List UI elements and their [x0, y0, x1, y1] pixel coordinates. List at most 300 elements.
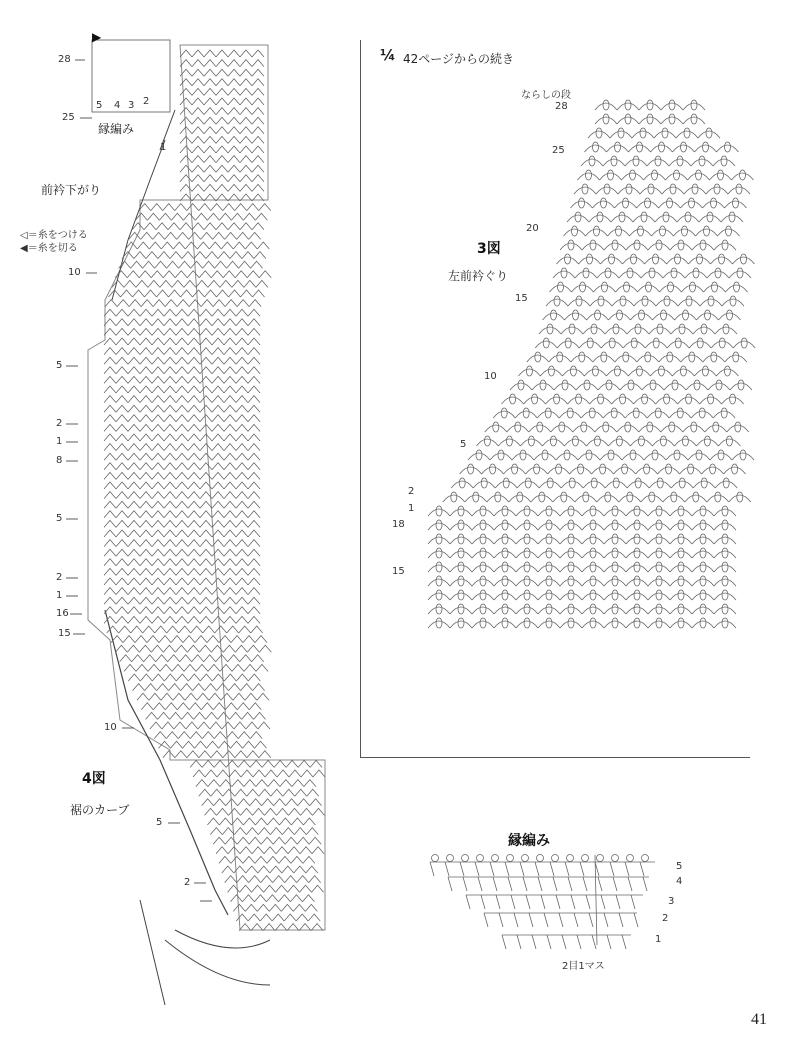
- stitch-mark: [248, 424, 260, 431]
- stitch-mark: [236, 482, 248, 489]
- stitch-mark: [176, 607, 188, 614]
- stitch-mark: [158, 712, 170, 719]
- stitch-mark: [104, 492, 116, 499]
- stitch-mark: [152, 472, 164, 479]
- stitch-mark: [251, 626, 263, 633]
- stitch-mark: [128, 482, 140, 489]
- stitch-mark: [192, 50, 204, 57]
- stitch-mark: [152, 348, 164, 355]
- stitch-mark: [246, 828, 258, 835]
- stitch-mark: [172, 280, 184, 287]
- stitch-mark: [152, 616, 164, 623]
- stitch-mark: [313, 770, 325, 777]
- edging-col-3: 3: [128, 100, 135, 111]
- stitch-mark: [176, 482, 188, 489]
- stitch-mark: [241, 808, 253, 815]
- stitch-mark: [176, 405, 188, 412]
- stitch-mark: [236, 568, 248, 575]
- stitch-mark: [298, 799, 310, 806]
- stitch-mark: [176, 511, 188, 518]
- stitch-mark: [164, 319, 176, 326]
- stitch-mark: [224, 376, 236, 383]
- stitch-mark: [303, 818, 315, 825]
- stitch-mark: [156, 655, 168, 662]
- stitch-mark: [244, 780, 256, 787]
- stitch-mark: [116, 530, 128, 537]
- row-marker: 2: [56, 418, 63, 429]
- stitch-mark: [478, 877, 482, 891]
- stitch-mark: [140, 376, 152, 383]
- stitch-mark: [128, 520, 140, 527]
- stitch-mark: [616, 895, 620, 909]
- stitch-mark: [176, 568, 188, 575]
- stitch-mark: [163, 271, 175, 278]
- stitch-mark: [224, 386, 236, 393]
- stitch-mark: [236, 616, 248, 623]
- stitch-mark: [310, 799, 322, 806]
- stitch-mark: [248, 914, 260, 921]
- stitch-mark: [116, 559, 128, 566]
- stitch-mark: [262, 799, 274, 806]
- stitch-mark: [499, 913, 503, 927]
- stitch-mark: [224, 424, 236, 431]
- stitch-mark: [128, 568, 140, 575]
- stitch-mark: [153, 703, 165, 710]
- stitch-mark: [204, 98, 216, 105]
- stitch-mark: [116, 309, 128, 316]
- stitch-mark: [243, 741, 255, 748]
- stitch-mark: [212, 434, 224, 441]
- stitch-mark: [136, 664, 148, 671]
- stitch-mark: [538, 877, 542, 891]
- stitch-mark: [232, 280, 244, 287]
- stitch-mark: [273, 876, 285, 883]
- row-marker: 1: [56, 590, 63, 601]
- stitch-mark: [176, 530, 188, 537]
- stitch-mark: [180, 117, 192, 124]
- stitch-mark: [167, 261, 179, 268]
- stitch-mark: [192, 127, 204, 134]
- stitch-mark: [582, 855, 589, 862]
- stitch-mark: [237, 300, 249, 307]
- stitch-mark: [209, 242, 221, 249]
- stitch-mark: [204, 223, 216, 230]
- stitch-mark: [116, 357, 128, 364]
- stitch-mark: [257, 693, 269, 700]
- stitch-mark: [279, 818, 291, 825]
- stitch-mark: [212, 482, 224, 489]
- stitch-mark: [192, 175, 204, 182]
- legend-cut-yarn: ◀＝糸を切る: [20, 243, 78, 254]
- stitch-mark: [127, 271, 139, 278]
- stitch-mark: [116, 405, 128, 412]
- stitch-mark: [192, 156, 204, 163]
- stitch-mark: [289, 770, 301, 777]
- row-marker: 5: [460, 439, 467, 450]
- stitch-mark: [128, 444, 140, 451]
- stitch-mark: [176, 444, 188, 451]
- stitch-mark: [159, 636, 171, 643]
- stitch-mark: [176, 597, 188, 604]
- stitch-mark: [192, 146, 204, 153]
- stitch-mark: [484, 913, 488, 927]
- stitch-mark: [147, 213, 159, 220]
- stitch-mark: [507, 855, 514, 862]
- stitch-mark: [244, 664, 256, 671]
- stitch-mark: [163, 204, 175, 211]
- stitch-mark: [104, 444, 116, 451]
- stitch-mark: [159, 213, 171, 220]
- stitch-mark: [188, 444, 200, 451]
- stitch-mark: [240, 98, 252, 105]
- stitch-mark: [173, 693, 185, 700]
- stitch-mark: [216, 98, 228, 105]
- stitch-mark: [191, 261, 203, 268]
- stitch-mark: [140, 674, 152, 681]
- stitch-mark: [140, 501, 152, 508]
- stitch-mark: [300, 885, 312, 892]
- stitch-mark: [243, 818, 255, 825]
- stitch-mark: [252, 50, 264, 57]
- stitch-mark: [199, 204, 211, 211]
- stitch-mark: [224, 482, 236, 489]
- stitch-mark: [116, 319, 128, 326]
- stitch-mark: [236, 386, 248, 393]
- stitch-mark: [200, 328, 212, 335]
- stitch-mark: [152, 520, 164, 527]
- stitch-mark: [164, 588, 176, 595]
- stitch-mark: [151, 271, 163, 278]
- stitch-mark: [236, 914, 248, 921]
- stitch-mark: [164, 520, 176, 527]
- stitch-mark: [152, 549, 164, 556]
- stitch-mark: [104, 415, 116, 422]
- stitch-mark: [104, 578, 116, 585]
- stitch-mark: [175, 271, 187, 278]
- stitch-mark: [210, 828, 222, 835]
- neck-section-label: 前衿下がり: [41, 183, 102, 197]
- stitch-mark: [523, 877, 527, 891]
- stitch-mark: [252, 847, 264, 854]
- stitch-mark: [124, 280, 136, 287]
- stitch-mark: [312, 847, 324, 854]
- stitch-mark: [180, 156, 192, 163]
- stitch-mark: [193, 770, 205, 777]
- stitch-mark: [116, 501, 128, 508]
- stitch-mark: [176, 434, 188, 441]
- stitch-mark: [228, 88, 240, 95]
- stitch-mark: [223, 751, 235, 758]
- stitch-mark: [259, 751, 271, 758]
- stitch-mark: [642, 855, 649, 862]
- stitch-mark: [199, 645, 211, 652]
- stitch-mark: [188, 588, 200, 595]
- stitch-mark: [179, 261, 191, 268]
- stitch-mark: [116, 549, 128, 556]
- stitch-mark: [248, 511, 260, 518]
- stitch-mark: [200, 376, 212, 383]
- stitch-mark: [181, 290, 193, 297]
- stitch-mark: [228, 223, 240, 230]
- stitch-mark: [104, 357, 116, 364]
- stitch-mark: [104, 501, 116, 508]
- stitch-mark: [154, 732, 166, 739]
- stitch-mark: [233, 242, 245, 249]
- stitch-mark: [298, 760, 310, 767]
- stitch-mark: [128, 328, 140, 335]
- stitch-mark: [204, 175, 216, 182]
- stitch-mark: [128, 549, 140, 556]
- stitch-mark: [276, 885, 288, 892]
- stitch-mark: [225, 703, 237, 710]
- stitch-mark: [164, 492, 176, 499]
- stitch-mark: [249, 837, 261, 844]
- stitch-mark: [152, 424, 164, 431]
- stitch-mark: [212, 530, 224, 537]
- stitch-mark: [269, 904, 281, 911]
- stitch-mark: [236, 415, 248, 422]
- stitch-mark: [212, 588, 224, 595]
- stitch-mark: [152, 492, 164, 499]
- stitch-mark: [128, 674, 140, 681]
- stitch-mark: [176, 674, 188, 681]
- stitch-mark: [164, 501, 176, 508]
- stitch-mark: [133, 684, 145, 691]
- stitch-mark: [248, 520, 260, 527]
- stitch-mark: [286, 760, 298, 767]
- stitch-mark: [176, 415, 188, 422]
- stitch-mark: [104, 588, 116, 595]
- stitch-mark: [140, 386, 152, 393]
- stitch-mark: [556, 895, 560, 909]
- stitch-mark: [128, 616, 140, 623]
- stitch-mark: [302, 895, 314, 902]
- stitch-mark: [152, 309, 164, 316]
- stitch-mark: [229, 684, 241, 691]
- stitch-mark: [164, 559, 176, 566]
- stitch-mark: [248, 453, 260, 460]
- repeat-note: 2目1マス: [562, 961, 605, 972]
- stitch-mark: [583, 877, 587, 891]
- stitch-mark: [256, 664, 268, 671]
- stitch-mark: [224, 501, 236, 508]
- stitch-mark: [164, 607, 176, 614]
- stitch-mark: [152, 482, 164, 489]
- stitch-mark: [104, 568, 116, 575]
- stitch-mark: [188, 338, 200, 345]
- stitch-mark: [112, 280, 124, 287]
- stitch-mark: [239, 626, 251, 633]
- stitch-mark: [292, 780, 304, 787]
- stitch-mark: [141, 232, 153, 239]
- stitch-mark: [224, 444, 236, 451]
- stitch-mark: [193, 290, 205, 297]
- stitch-mark: [212, 501, 224, 508]
- stitch-mark: [194, 712, 206, 719]
- row-marker: 18: [392, 519, 405, 530]
- stitch-mark: [212, 424, 224, 431]
- stitch-mark: [152, 530, 164, 537]
- stitch-mark: [216, 146, 228, 153]
- stitch-mark: [104, 616, 116, 623]
- page-number: 41: [751, 1011, 767, 1028]
- stitch-mark: [607, 935, 611, 949]
- stitch-mark: [211, 204, 223, 211]
- stitch-mark: [222, 828, 234, 835]
- stitch-mark: [200, 674, 212, 681]
- stitch-mark: [149, 242, 161, 249]
- stitch-mark: [116, 482, 128, 489]
- stitch-mark: [152, 597, 164, 604]
- stitch-mark: [140, 348, 152, 355]
- stitch-mark: [271, 789, 283, 796]
- stitch-mark: [238, 732, 250, 739]
- stitch-mark: [430, 862, 434, 876]
- stitch-mark: [227, 626, 239, 633]
- stitch-mark: [245, 904, 257, 911]
- stitch-mark: [189, 300, 201, 307]
- stitch-mark: [152, 319, 164, 326]
- stitch-mark: [252, 60, 264, 67]
- stitch-mark: [140, 511, 152, 518]
- stitch-mark: [116, 415, 128, 422]
- stitch-mark: [104, 463, 116, 470]
- stitch-mark: [236, 559, 248, 566]
- stitch-mark: [219, 818, 231, 825]
- stitch-mark: [200, 463, 212, 470]
- stitch-mark: [574, 913, 578, 927]
- stitch-mark: [248, 444, 260, 451]
- stitch-mark: [252, 156, 264, 163]
- stitch-mark: [204, 88, 216, 95]
- stitch-mark: [228, 175, 240, 182]
- stitch-mark: [104, 319, 116, 326]
- stitch-mark: [224, 674, 236, 681]
- stitch-mark: [628, 877, 632, 891]
- stitch-mark: [240, 847, 252, 854]
- stitch-mark: [128, 396, 140, 403]
- stitch-mark: [210, 722, 222, 729]
- stitch-mark: [191, 626, 203, 633]
- stitch-mark: [116, 367, 128, 374]
- stitch-mark: [176, 386, 188, 393]
- stitch-mark: [248, 367, 260, 374]
- stitch-mark: [589, 913, 593, 927]
- stitch-mark: [240, 79, 252, 86]
- stitch-mark: [247, 204, 259, 211]
- stitch-mark: [153, 300, 165, 307]
- stitch-mark: [192, 60, 204, 67]
- stitch-mark: [224, 472, 236, 479]
- stitch-mark: [116, 338, 128, 345]
- stitch-mark: [240, 136, 252, 143]
- stitch-mark: [188, 549, 200, 556]
- stitch-mark: [104, 520, 116, 527]
- stitch-mark: [188, 396, 200, 403]
- stitch-mark: [255, 856, 267, 863]
- stitch-mark: [128, 530, 140, 537]
- stitch-mark: [248, 463, 260, 470]
- stitch-mark: [221, 693, 233, 700]
- stitch-mark: [253, 684, 265, 691]
- stitch-mark: [526, 895, 530, 909]
- stitch-mark: [224, 520, 236, 527]
- stitch-mark: [233, 904, 245, 911]
- stitch-mark: [229, 770, 241, 777]
- stitch-mark: [228, 60, 240, 67]
- stitch-mark: [253, 290, 265, 297]
- stitch-mark: [252, 223, 264, 230]
- stitch-mark: [310, 760, 322, 767]
- stitch-mark: [294, 866, 306, 873]
- stitch-mark: [178, 732, 190, 739]
- row-marker: 25: [552, 145, 565, 156]
- stitch-mark: [187, 645, 199, 652]
- stitch-mark: [234, 828, 246, 835]
- stitch-mark: [625, 862, 629, 876]
- stitch-mark: [216, 184, 228, 191]
- stitch-mark: [216, 127, 228, 134]
- stitch-mark: [185, 693, 197, 700]
- stitch-mark: [212, 348, 224, 355]
- stitch-mark: [150, 722, 162, 729]
- stitch-mark: [176, 367, 188, 374]
- stitch-mark: [265, 770, 277, 777]
- row-marker: 5: [56, 360, 63, 371]
- stitch-mark: [259, 204, 271, 211]
- stitch-mark: [104, 540, 116, 547]
- stitch-mark: [284, 914, 296, 921]
- stitch-mark: [204, 108, 216, 115]
- stitch-mark: [116, 453, 128, 460]
- stitch-mark: [188, 367, 200, 374]
- stitch-mark: [170, 712, 182, 719]
- stitch-mark: [207, 636, 219, 643]
- stitch-mark: [200, 472, 212, 479]
- stitch-mark: [152, 444, 164, 451]
- stitch-mark: [248, 616, 260, 623]
- stitch-mark: [184, 280, 196, 287]
- stitch-mark: [157, 290, 169, 297]
- stitch-mark: [128, 309, 140, 316]
- stitch-mark: [135, 636, 147, 643]
- stitch-mark: [164, 511, 176, 518]
- stitch-mark: [128, 607, 140, 614]
- stitch-mark: [266, 895, 278, 902]
- stitch-mark: [253, 808, 265, 815]
- stitch-mark: [177, 300, 189, 307]
- edging-col-4: 4: [114, 100, 121, 111]
- stitch-mark: [195, 636, 207, 643]
- stitch-mark: [235, 271, 247, 278]
- stitch-mark: [541, 895, 545, 909]
- stitch-mark: [229, 290, 241, 297]
- stitch-mark: [116, 607, 128, 614]
- stitch-mark: [152, 607, 164, 614]
- stitch-mark: [213, 300, 225, 307]
- stitch-mark: [236, 357, 248, 364]
- stitch-mark: [215, 261, 227, 268]
- stitch-mark: [228, 184, 240, 191]
- stitch-mark: [204, 136, 216, 143]
- stitch-mark: [278, 895, 290, 902]
- row-marker: 16: [56, 608, 69, 619]
- stitch-mark: [445, 862, 449, 876]
- stitch-mark: [252, 655, 264, 662]
- stitch-mark: [192, 88, 204, 95]
- stitch-mark: [567, 855, 574, 862]
- stitch-mark: [251, 261, 263, 268]
